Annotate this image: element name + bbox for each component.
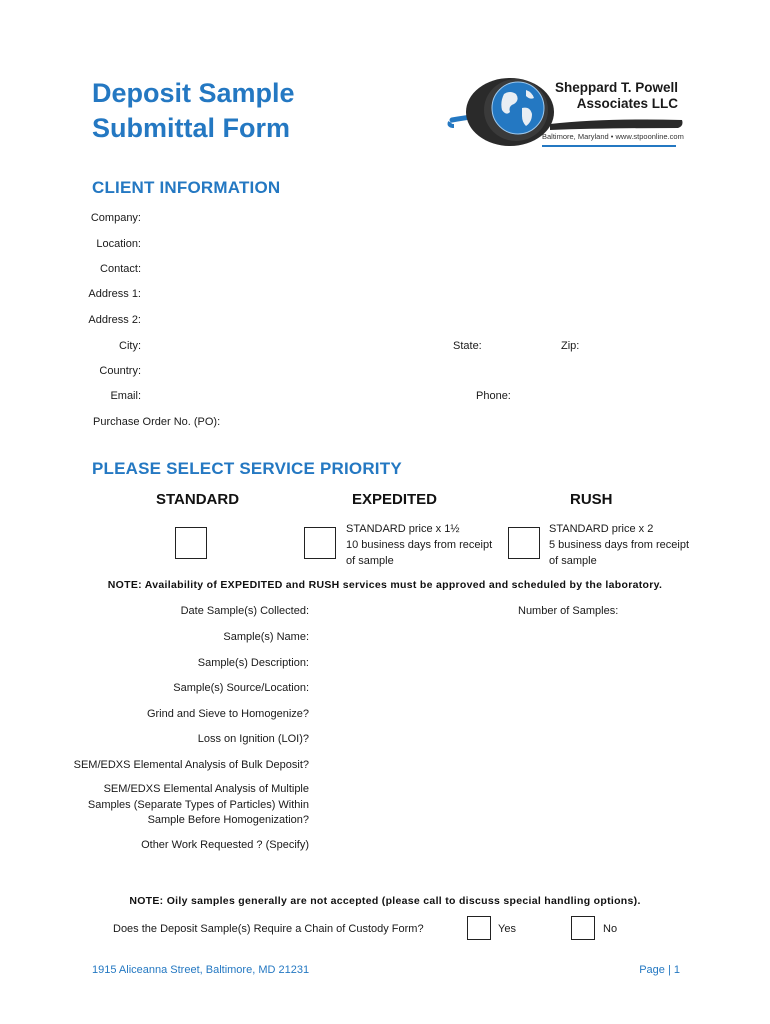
sample-source-label: Sample(s) Source/Location:: [173, 682, 309, 694]
oily-samples-note: NOTE: Oily samples generally are not accepted (please call to discuss special handling options).: [129, 895, 641, 907]
priority-heading: PLEASE SELECT SERVICE PRIORITY: [92, 459, 402, 478]
sem-multiple-line3: Sample Before Homogenization?: [147, 814, 309, 826]
rush-desc-line1: STANDARD price x 2: [549, 523, 654, 535]
expedited-desc-line1: STANDARD price x 1½: [346, 523, 460, 535]
grind-sieve-label: Grind and Sieve to Homogenize?: [146, 708, 309, 720]
company-logo: [446, 70, 686, 150]
logo-company-name: [528, 80, 678, 112]
state-label: State:: [453, 340, 482, 352]
other-work-label: Other Work Requested ? (Specify): [141, 839, 309, 851]
number-of-samples-label: Number of Samples:: [518, 605, 619, 617]
sem-multiple-label: [40, 782, 309, 829]
address1-label: Address 1:: [88, 288, 141, 300]
company-label: Company:: [90, 212, 141, 224]
email-label: Email:: [110, 390, 141, 402]
rush-desc-line3: of sample: [549, 555, 597, 567]
custody-yes-checkbox[interactable]: [467, 916, 491, 940]
city-label: City:: [119, 340, 141, 352]
expedited-desc-line3: of sample: [346, 555, 394, 567]
rush-description: [549, 521, 699, 569]
logo-tagline: Baltimore, Maryland • www.stpoonline.com: [542, 132, 684, 141]
sample-name-label: Sample(s) Name:: [223, 631, 309, 643]
sem-multiple-line2: Samples (Separate Types of Particles) Within: [87, 798, 309, 811]
form-title-line2: Submittal Form: [92, 113, 291, 143]
standard-checkbox[interactable]: [175, 527, 207, 559]
form-title-line1: Deposit Sample: [92, 78, 295, 108]
location-label: Location:: [96, 238, 141, 250]
expedited-checkbox[interactable]: [304, 527, 336, 559]
priority-note: NOTE: Availability of EXPEDITED and RUSH services must be approved and scheduled by the laboratory.: [107, 579, 663, 591]
expedited-description: [346, 521, 501, 569]
date-collected-label: Date Sample(s) Collected:: [180, 605, 309, 617]
zip-label: Zip:: [561, 340, 580, 352]
loi-label: Loss on Ignition (LOI)?: [197, 733, 309, 745]
expedited-desc-line2: 10 business days from receipt: [346, 539, 493, 551]
country-label: Country:: [99, 365, 141, 377]
phone-label: Phone:: [476, 390, 511, 402]
standard-heading: STANDARD: [156, 491, 240, 508]
page-number: Page | 1: [639, 964, 680, 976]
po-label: Purchase Order No. (PO):: [93, 416, 221, 428]
address2-label: Address 2:: [88, 314, 141, 326]
sem-multiple-line1: SEM/EDXS Elemental Analysis of Multiple: [103, 783, 309, 795]
custody-question: Does the Deposit Sample(s) Require a Chain of Custody Form?: [113, 923, 424, 935]
expedited-heading: EXPEDITED: [352, 491, 438, 508]
footer-address: 1915 Aliceanna Street, Baltimore, MD 21231: [92, 964, 310, 976]
form-title: [92, 76, 412, 146]
logo-company-line2: Associates LLC: [576, 96, 678, 111]
sample-description-label: Sample(s) Description:: [197, 657, 309, 669]
client-info-heading: CLIENT INFORMATION: [92, 178, 281, 197]
custody-yes-label: Yes: [498, 923, 516, 935]
rush-heading: RUSH: [570, 491, 613, 508]
contact-label: Contact:: [100, 263, 141, 275]
custody-no-checkbox[interactable]: [571, 916, 595, 940]
sem-bulk-label: SEM/EDXS Elemental Analysis of Bulk Deposit?: [73, 759, 309, 771]
custody-no-label: No: [603, 923, 618, 935]
rush-checkbox[interactable]: [508, 527, 540, 559]
logo-company-line1: Sheppard T. Powell: [554, 80, 678, 95]
rush-desc-line2: 5 business days from receipt: [549, 539, 690, 551]
